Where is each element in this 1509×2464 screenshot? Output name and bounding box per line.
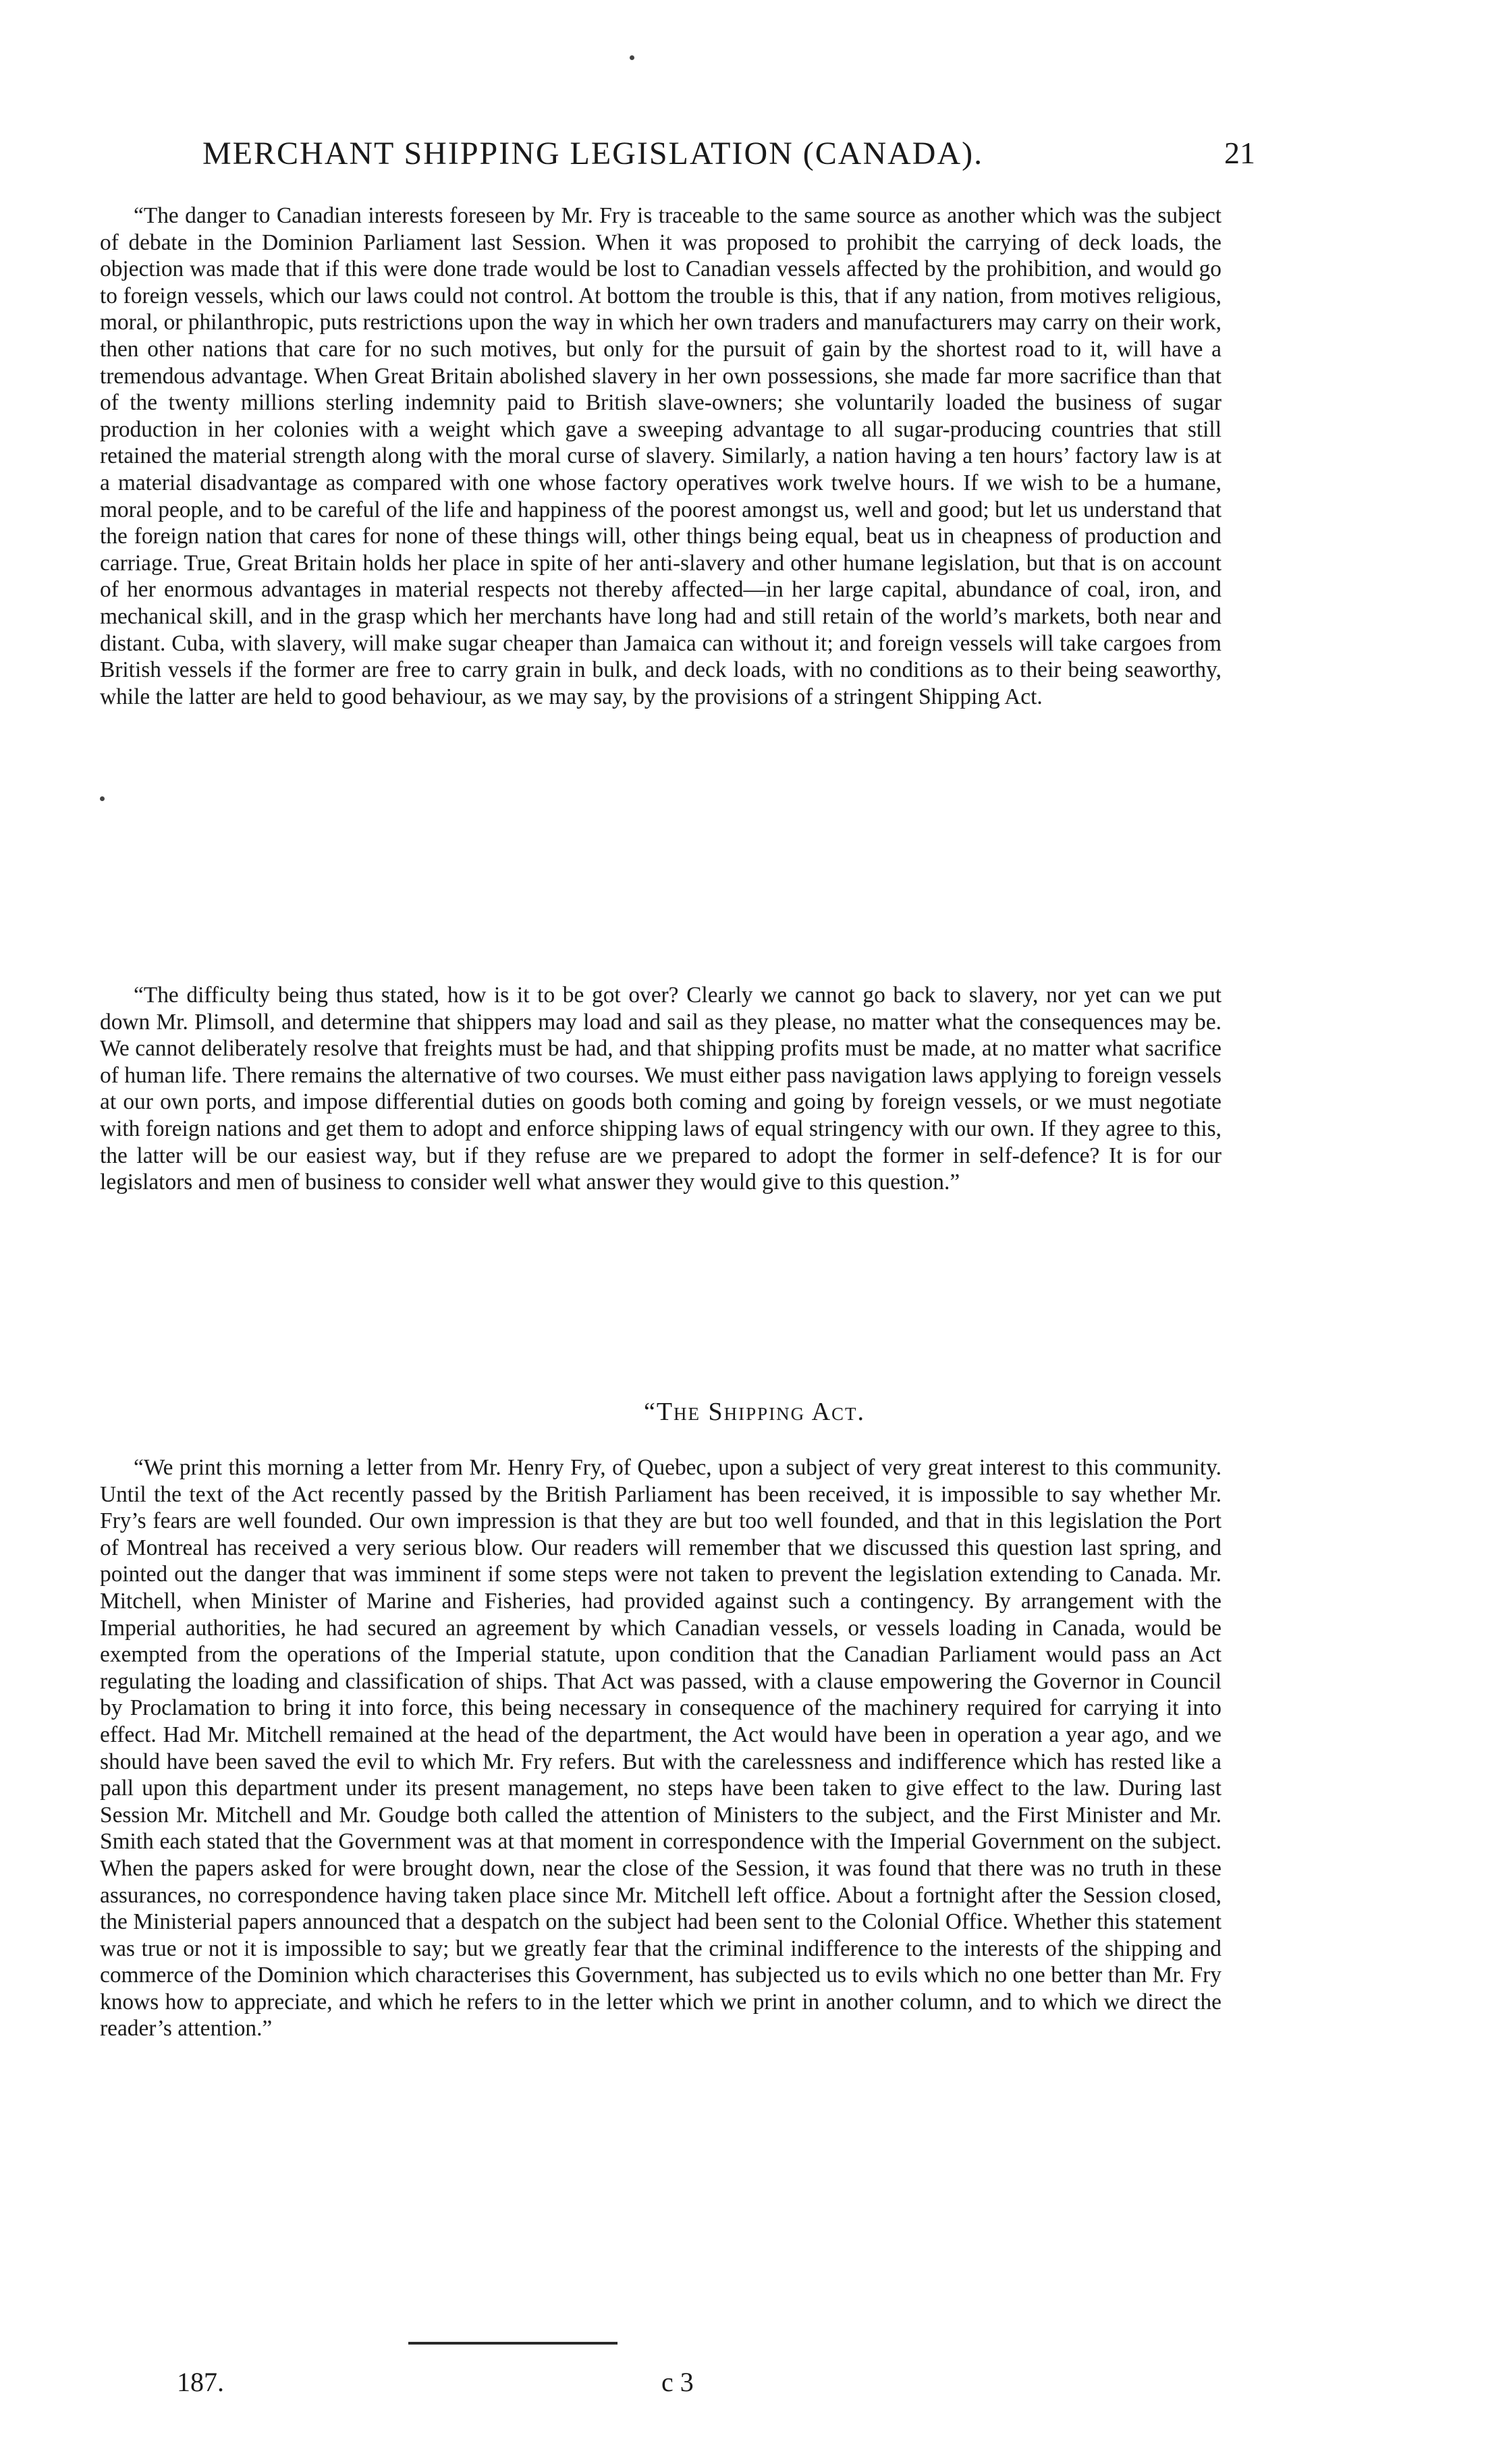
- footer-signature-mark: c 3: [661, 2367, 694, 2397]
- section-title: “The Shipping Act.: [643, 1398, 866, 1426]
- page-header: [135, 135, 1255, 175]
- paper-speck: [100, 796, 105, 801]
- body-paragraph-2: “The difficulty being thus stated, how is it to be got over? Clearly we cannot go back to slavery, nor yet can we put down Mr. Plimsoll, and determine that shippers may load and sail as they please, no matter what the consequences may be. We cannot deliberately resolve that freights must be had, and that shipping profits must be made, at no matter what sacrifice of human life. There remains the alternative of two courses. We must either pass navigation laws applying to foreign vessels at our own ports, and impose differential duties on goods both coming and going by foreign vessels, or we must negotiate with foreign nations and get them to adopt and enforce shipping laws of equal stringency with our own. If they agree to this, the latter will be our easiest way, but if they refuse are we prepared to adopt the former in self-defence? It is for our legislators and men of business to consider well what answer they would give to this question.”: [100, 983, 1222, 1195]
- page-number: 21: [1224, 136, 1255, 170]
- footer-rule: [408, 2342, 618, 2345]
- running-head: MERCHANT SHIPPING LEGISLATION (CANADA).: [202, 136, 984, 171]
- body-paragraph-3: “We print this morning a letter from Mr. Henry Fry, of Quebec, upon a subject of very great interest to this community. Until the text of the Act recently passed by the British Parliament has been received, it is impossible to say whether Mr. Fry’s fears are well founded. Our own impression is that they are but too well founded, and that in this legislation the Port of Montreal has received a very serious blow. Our readers will remember that we discussed this question last spring, and pointed out the danger that was imminent if some steps were not taken to prevent the legislation extending to Canada. Mr. Mitchell, when Minister of Marine and Fisheries, had provided against such a contingency. By arrangement with the Imperial authorities, he had secured an agreement by which Canadian vessels, or vessels loading in Canada, would be exempted from the operations of the Imperial statute, upon condition that the Canadian Parliament would pass an Act regulating the loading and classification of ships. That Act was passed, with a clause empowering the Governor in Council by Proclamation to bring it into force, this being necessary in consequence of the machinery required for carrying it into effect. Had Mr. Mitchell remained at the head of the department, the Act would have been in operation a year ago, and we should have been saved the evil to which Mr. Fry refers. But with the carelessness and indifference which has rested like a pall upon this department under its present management, no steps have been taken to give effect to the law. During last Session Mr. Mitchell and Mr. Goudge both called the attention of Ministers to the subject, and the First Minister and Mr. Smith each stated that the Government was at that moment in correspondence with the Imperial Government on the subject. When the papers asked for were brought down, near the close of the Session, it was found that there was no truth in these assurances, no correspondence having taken place since Mr. Mitchell left office. About a fortnight after the Session closed, the Ministerial papers announced that a despatch on the subject had been sent to the Colonial Office. Whether this statement was true or not it is impossible to say; but we greatly fear that the criminal indifference to the interests of the shipping and commerce of the Dominion which characterises this Government, has subjected us to evils which no one better than Mr. Fry knows how to appreciate, and which he refers to in the letter which we print in another column, and to which we direct the reader’s attention.”: [100, 1455, 1222, 2042]
- footer-year: 187.: [177, 2367, 224, 2397]
- body-paragraph-1: “The danger to Canadian interests foreseen by Mr. Fry is traceable to the same source as another which was the subject of debate in the Dominion Parliament last Session. When it was proposed to prohibit the carrying of deck loads, the objection was made that if this were done trade would be lost to Canadian vessels affected by the prohibition, and would go to foreign vessels, which our laws could not control. At bottom the trouble is this, that if any nation, from motives religious, moral, or philanthropic, puts restrictions upon the way in which her own traders and manufacturers may carry on their work, then other nations that care for no such motives, but only for the pursuit of gain by the shortest road to it, will have a tremendous advantage. When Great Britain abolished slavery in her own possessions, she made far more sacrifice than that of the twenty millions sterling indemnity paid to British slave-owners; she voluntarily loaded the business of sugar production in her colonies with a weight which gave a sweeping advantage to all sugar-producing countries that still retained the material strength along with the moral curse of slavery. Similarly, a nation having a ten hours’ factory law is at a material disadvantage as compared with one whose factory operatives work twelve hours. If we wish to be a humane, moral people, and to be careful of the life and happiness of the poorest amongst us, well and good; but let us understand that the foreign nation that cares for none of these things will, other things being equal, beat us in cheapness of production and carriage. True, Great Britain holds her place in spite of her anti-slavery and other humane legislation, but that is on account of her enormous advantages in material respects not thereby affected—in her large capital, abundance of coal, iron, and mechanical skill, and in the grasp which her merchants have long had and still retain of the world’s markets, both near and distant. Cuba, with slavery, will make sugar cheaper than Jamaica can without it; and foreign vessels will take cargoes from British vessels if the former are free to carry grain in bulk, and deck loads, with no conditions as to their being seaworthy, while the latter are held to good behaviour, as we may say, by the provisions of a stringent Shipping Act.: [100, 203, 1222, 709]
- paper-speck: [630, 55, 634, 60]
